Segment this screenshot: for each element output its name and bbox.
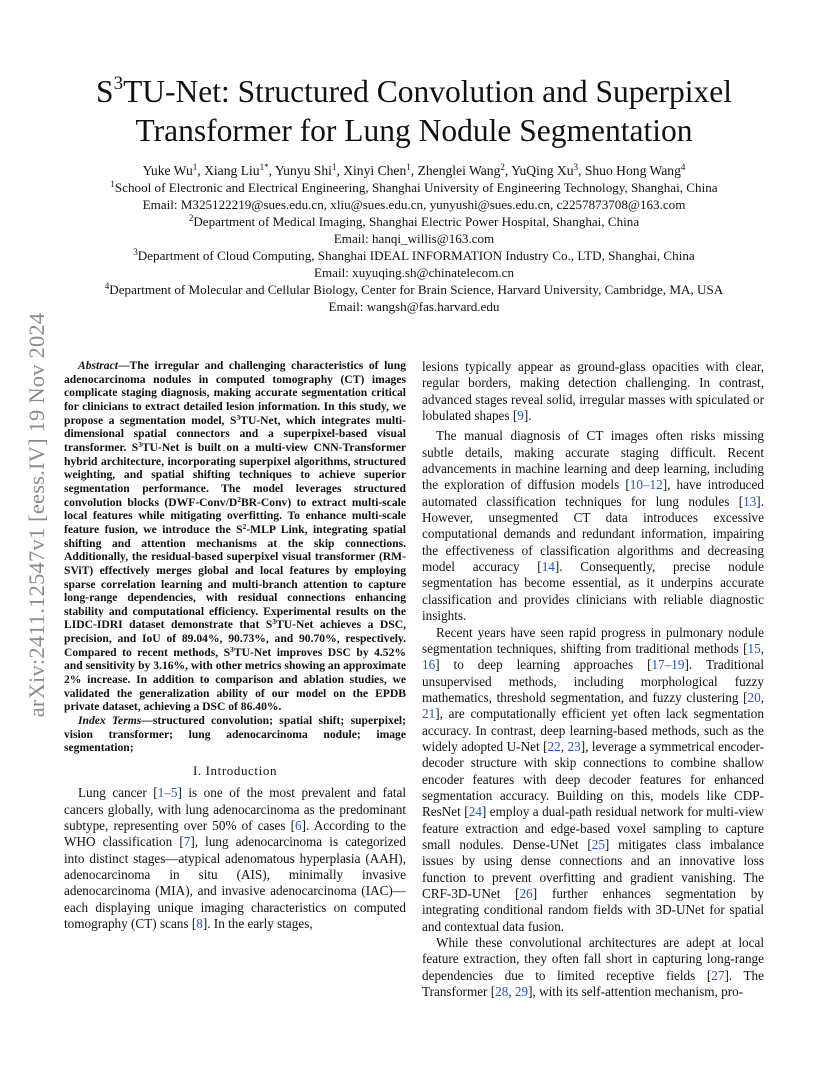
citation-link[interactable]: 23 — [567, 738, 581, 754]
author-list: Yuke Wu$^1$, Xiang Liu$^{1*}$, Yunyu Shi$^1$, Xinyi Chen$^1$, Zhenglei Wang$^2$, YuQing Xu$^3$, Shuo Hong Wang$^4$ — [142, 162, 686, 178]
citation-link[interactable]: 29 — [514, 984, 529, 1000]
index-terms: Index Terms—structured convolution; spatial shift; superpixel; vision transformer; lung adenocarcinoma nodule; image segmentation; — [64, 714, 406, 755]
citation-link[interactable]: 9 — [517, 408, 524, 424]
citation-link[interactable]: 10–12 — [629, 477, 663, 493]
citation-link[interactable]: 14 — [541, 559, 555, 575]
citation-link[interactable]: 1–5 — [157, 785, 178, 801]
intro-paragraph-2: The manual diagnosis of CT images often risks missing subtle details, making accurate staging difficult. Recent advancements in machine learning and deep learning, including the exploration of diffusion models [10–12], have introduced automated classification techniques for lung nodules [13]. However, unsegmented CT data introduces excessive computational demands and redundant information, impairing the effectiveness of classification algorithms and decreasing model accuracy [14]. Consequently, precise nodule segmentation has become essential, as it underpins accurate classification and provides clinicians with reliable diagnostic insights. — [422, 428, 764, 624]
citation-link[interactable]: 6 — [295, 818, 302, 834]
citation-link[interactable]: 26 — [519, 886, 533, 901]
paper-title — [60, 72, 768, 150]
intro-paragraph-4: While these convolutional architectures are adept at local feature extraction, they often fall short in capturing long-range dependencies due to limited receptive fields [27]. The Transformer [28, 29], with its self-attention mechanism, pro- — [422, 935, 764, 1000]
citation-link[interactable]: 25 — [591, 836, 605, 852]
citation-link[interactable]: 27 — [711, 967, 725, 983]
citation-link[interactable]: 21 — [422, 706, 436, 722]
citation-link[interactable]: 16 — [422, 657, 436, 673]
affiliation-3: $^3$Department of Cloud Computing, Shanghai IDEAL INFORMATION Industry Co., LTD, Shanghai, China — [133, 247, 695, 263]
citation-link[interactable]: 8 — [196, 916, 203, 932]
citation-link[interactable]: 22 — [547, 738, 561, 754]
left-column — [64, 359, 406, 932]
intro-paragraph-1-continued: lesions typically appear as ground-glass opacities with clear, regular borders, making detection challenging. In contrast, advanced stages reveal solid, irregular masses with spiculated or lobulated shapes [9]. — [422, 359, 764, 424]
affiliation-3-email: Email: xuyuqing.sh@chinatelecom.cn — [313, 265, 515, 280]
affiliation-2: $^2$Department of Medical Imaging, Shanghai Electric Power Hospital, Shanghai, China — [188, 213, 640, 229]
title-line1: $S^3TU$-Net: Structured Convolution and Superpixel — [96, 73, 732, 109]
right-column — [422, 359, 764, 1000]
citation-link[interactable]: 20 — [747, 689, 761, 705]
affiliation-2-email: Email: hanqi_willis@163.com — [333, 231, 495, 246]
citation-link[interactable]: 15 — [747, 640, 761, 656]
citation-link[interactable]: 7 — [183, 834, 191, 850]
affiliation-1: $^1$School of Electronic and Electrical Engineering, Shanghai University of Engineering Technology, Shanghai, China — [110, 179, 718, 195]
affiliation-4: $^4$Department of Molecular and Cellular Biology, Center for Brain Science, Harvard University, Cambridge, MA, USA — [104, 281, 724, 297]
citation-link[interactable]: 13 — [743, 493, 757, 509]
abstract: Abstract—The irregular and challenging characteristics of lung adenocarcinoma nodules in computed tomography (CT) images complicate staging diagnosis, making accurate segmentation critical for clinicians to extract detailed lesion information. In this study, we propose a segmentation model, $S^3TU$-Net, which integrates multi-dimensional spatial connectors and a superpixel-based visual transformer. $S^3TU$-Net is built on a multi-view CNN-Transformer hybrid architecture, incorporating superpixel algorithms, structured weighting, and spatial shifting techniques to achieve superior segmentation performance. The model leverages structured convolution blocks $(DWF-Conv/D^2BR-Conv)$ to extract multi-scale local features while mitigating overfitting. To enhance multi-scale feature fusion, we introduce the $S^2$-MLP Link, integrating spatial shifting and attention mechanisms at the skip connections. Additionally, the residual-based superpixel visual transformer (RM-SViT) effectively merges global and local features by employing sparse correlation learning and multi-branch attention to capture long-range dependencies, with residual connections enhancing stability and computational efficiency. Experimental results on the LIDC-IDRI dataset demonstrate that $S^3TU$-Net achieves a DSC, precision, and IoU of 89.04%, 90.73%, and 90.70%, respectively. Compared to recent methods, $S^3TU$-Net improves DSC by 4.52% and sensitivity by 3.16%, with other metrics showing an approximate 2% increase. In addition to comparison and ablation studies, we validated the generalization ability of our model on the EPDB private dataset, achieving a DSC of 86.40%. — [64, 359, 407, 714]
intro-paragraph-3: Recent years have seen rapid progress in pulmonary nodule segmentation techniques, shifting from traditional methods [15, 16] to deep learning approaches [17–19]. Traditional unsupervised methods, including morphological fuzzy mathematics, threshold segmentation, and fuzzy clustering [20, 21], are computationally efficient yet often lack segmentation accuracy. In contrast, deep learning-based methods, such as the widely adopted U-Net [22, 23], leverage a symmetrical encoder-decoder structure with skip connections to combine shallow encoder features with deep decoder features for enhanced segmentation accuracy. Building on this, models like CDP-ResNet [24] employ a dual-path residual network for multi-view feature extraction and edge-based voxel sampling to capture small nodules. Dense-UNet [25] mitigates class imbalance issues by using dense connections and an innovative loss function to prevent overfitting and gradient vanishing. The CRF-3D-UNet [26] further enhances segmentation by integrating conditional random fields with 3D-UNet for spatial and contextual data fusion. — [422, 624, 764, 934]
arxiv-identifier: arXiv:2411.12547v1 [eess.IV] 19 Nov 2024 — [24, 312, 49, 718]
arxiv-sidebar — [14, 285, 60, 745]
citation-link[interactable]: 28 — [495, 984, 509, 1000]
intro-paragraph-1: Lung cancer [1–5] is one of the most prevalent and fatal cancers globally, with lung adenocarcinoma as the predominant subtype, representing over 50% of cases [6]. According to the WHO classification [7], lung adenocarcinoma is categorized into distinct stages—atypical adenomatous hyperplasia (AAH), adenocarcinoma in situ (AIS), minimally invasive adenocarcinoma (MIA), and invasive adenocarcinoma (IAC)—each displaying unique imaging characteristics on computed tomography (CT) scans [8]. In the early stages, — [64, 785, 406, 932]
citation-link[interactable]: 17–19 — [651, 657, 685, 673]
citation-link[interactable]: 24 — [468, 804, 482, 820]
affiliation-4-email: Email: wangsh@fas.harvard.edu — [328, 299, 500, 314]
affiliation-1-email: Email: M325122219@sues.edu.cn, xliu@sues.edu.cn, yunyushi@sues.edu.cn, c2257873708@163.com — [142, 197, 686, 212]
author-block — [40, 162, 788, 315]
title-line2: Transformer for Lung Nodule Segmentation — [135, 113, 693, 148]
section-heading-introduction: I. Introduction — [192, 763, 278, 779]
